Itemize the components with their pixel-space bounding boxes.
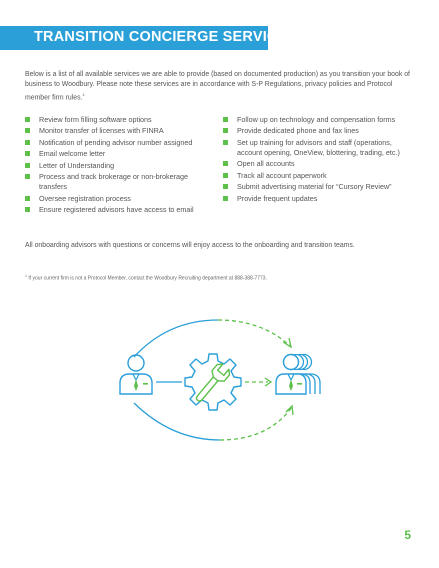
- bullet-square-icon: [223, 184, 228, 189]
- transition-diagram: [0, 290, 439, 490]
- gear-wrench-icon: [185, 354, 241, 410]
- team-icon: [276, 355, 320, 395]
- bullet-square-icon: [25, 196, 30, 201]
- intro-footnote-mark: 1: [82, 92, 85, 97]
- intro-paragraph: [25, 70, 415, 103]
- bullet-square-icon: [223, 140, 228, 145]
- bottom-blue-arc: [134, 403, 220, 440]
- service-item-text: Notification of pending advisor number assigned: [39, 137, 193, 147]
- service-item: [25, 194, 210, 204]
- footnote-mark: 1: [25, 274, 27, 278]
- page-number: 5: [404, 528, 411, 542]
- service-item: [223, 159, 418, 169]
- service-item: [223, 182, 418, 192]
- service-item: [25, 115, 210, 125]
- services-list-left: [25, 115, 210, 216]
- bottom-arrow-arc: [220, 407, 292, 440]
- service-item: [25, 161, 210, 171]
- bullet-square-icon: [223, 117, 228, 122]
- service-item: [25, 126, 210, 136]
- top-blue-arc: [134, 320, 218, 357]
- service-item: [223, 171, 418, 181]
- bullet-square-icon: [223, 196, 228, 201]
- service-item: [25, 149, 210, 159]
- bullet-square-icon: [223, 128, 228, 133]
- title-banner: [0, 26, 288, 50]
- service-item-text: Provide dedicated phone and fax lines: [237, 126, 359, 136]
- service-item: [25, 205, 210, 215]
- service-item-text: Submit advertising material for “Cursory Review”: [237, 182, 392, 192]
- bullet-square-icon: [25, 117, 30, 122]
- service-item-text: Monitor transfer of licenses with FINRA: [39, 126, 164, 136]
- service-item-text: Review form filling software options: [39, 115, 152, 124]
- advisor-icon: [120, 355, 152, 394]
- service-item-text: Follow up on technology and compensation forms: [237, 115, 396, 124]
- service-item: [223, 126, 418, 136]
- service-item-text: Process and track brokerage or non-brokerage transfers: [39, 172, 189, 192]
- footnote-text: If your current firm is not a Protocol Member, contact the Woodbury Recruiting department at 888-388-7773.: [28, 275, 267, 282]
- bullet-square-icon: [25, 163, 30, 168]
- service-item: [223, 138, 418, 157]
- service-item: [223, 115, 418, 125]
- service-item: [25, 138, 210, 148]
- bullet-square-icon: [25, 140, 30, 145]
- service-item: [25, 172, 210, 191]
- service-item-text: Ensure registered advisors have access to email: [39, 204, 194, 214]
- bullet-square-icon: [25, 207, 30, 212]
- intro-text: Below is a list of all available services we are able to provide (based on documented production) as you transition your book of business to Woodbury. Please note these services are in accordance with S-P Regulations, privacy policies and Protocol member firm rules.: [25, 71, 410, 102]
- service-item-text: Provide frequent updates: [237, 193, 318, 203]
- page-title: TRANSITION CONCIERGE SERVICE: [34, 29, 288, 45]
- footnote: [25, 272, 415, 283]
- bullet-square-icon: [25, 151, 30, 156]
- service-item: [223, 194, 418, 204]
- bullet-square-icon: [223, 173, 228, 178]
- bullet-square-icon: [223, 161, 228, 166]
- bullet-square-icon: [25, 174, 30, 179]
- service-item-text: Set up training for advisors and staff (operations, account opening, OneView, blottering, trading, etc.): [237, 137, 400, 157]
- services-list-right: [223, 115, 418, 205]
- onboarding-note: All onboarding advisors with questions or concerns will enjoy access to the onboarding and transition teams.: [25, 242, 355, 249]
- bullet-square-icon: [25, 128, 30, 133]
- service-item-text: Letter of Understanding: [39, 160, 115, 170]
- service-item-text: Email welcome letter: [39, 149, 106, 159]
- top-arrow-arc: [218, 320, 290, 346]
- service-item-text: Oversee registration process: [39, 193, 131, 203]
- service-item-text: Track all account paperwork: [237, 170, 327, 180]
- service-item-text: Open all accounts: [237, 159, 295, 169]
